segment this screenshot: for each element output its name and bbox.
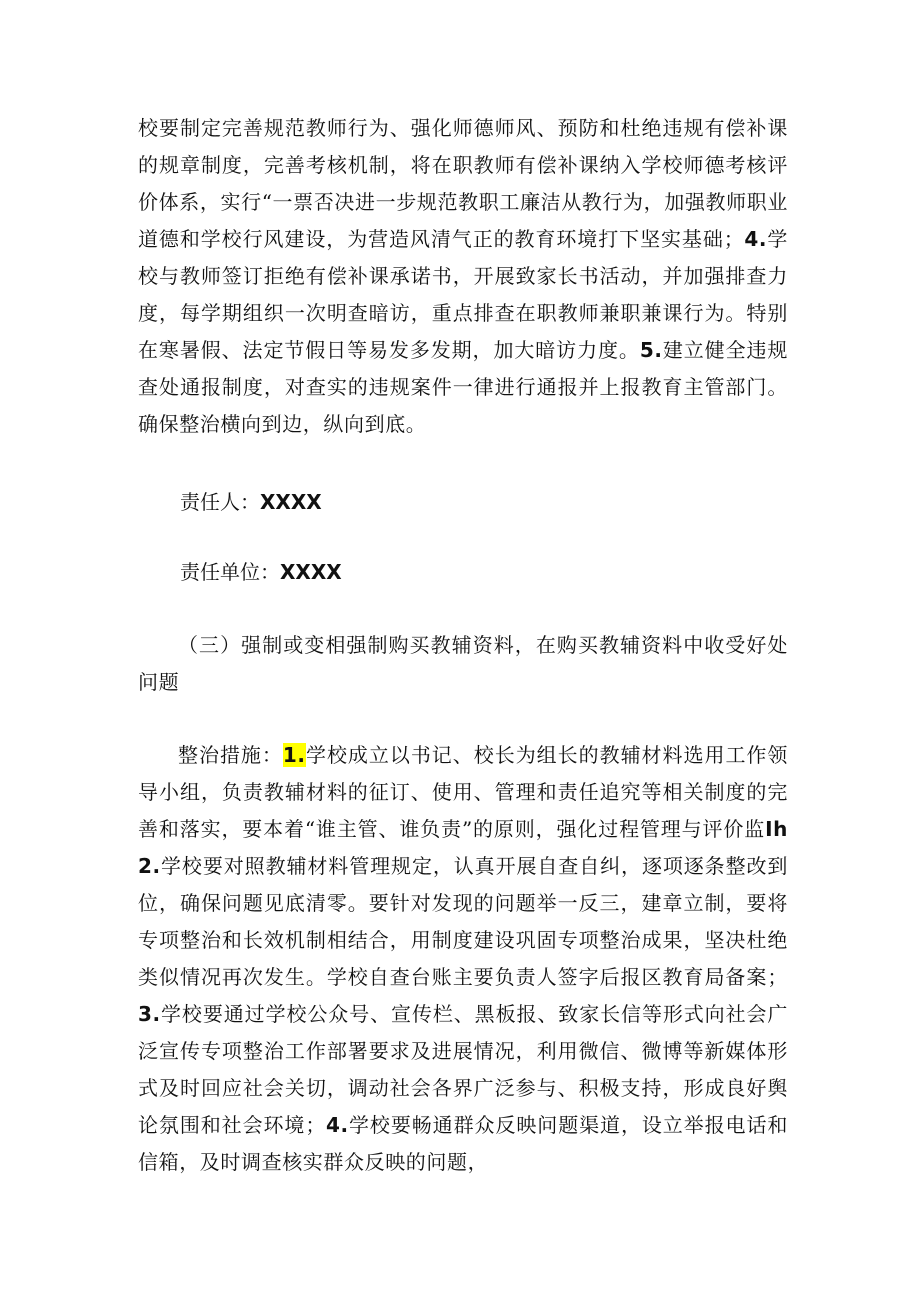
responsible-person-value: XXXX bbox=[260, 490, 322, 514]
highlighted-item-number-1: 1. bbox=[282, 743, 306, 767]
paragraph-teacher-conduct bbox=[138, 110, 788, 443]
item-number-4: 4. bbox=[744, 227, 768, 251]
responsible-person-label: 责任人： bbox=[180, 490, 260, 514]
responsible-unit bbox=[180, 557, 342, 587]
paragraph-text: 学校成立以书记、校长为组长的教辅材料选用工作领导小组，负责教辅材料的征订、使用、管理和责任追究等相关制度的完善和落实，要本着“谁主管、谁负责”的原则，强化过程管理与评价监 bbox=[138, 743, 788, 841]
responsible-unit-value: XXXX bbox=[280, 560, 342, 584]
paragraph-text: 校要制定完善规范教师行为、强化师德师风、预防和杜绝违规有偿补课的规章制度，完善考核机制，将在职教师有偿补课纳入学校师德考核评价体系，实行“一票否决进一步规范教职工廉洁从教行为，加强教师职业道德和学校行风建设，为营造风清气正的教育环境打下坚实基础； bbox=[138, 116, 788, 251]
paragraph-text: 学校与教师签订拒绝有偿补课承诺书，开展致家长书活动，并加强排查力度，每学期组织一次明查暗访，重点排查在职教师兼职兼课行为。特别在寒暑假、法定节假日等易发多发期，加大暗访力度。 bbox=[138, 227, 788, 362]
paragraph-text: 学校要畅通群众反映问题渠道，设立举报电话和信箱，及时调查核实群众反映的问题， bbox=[138, 1113, 788, 1174]
paragraph-text: 学校要对照教辅材料管理规定，认真开展自查自纠，逐项逐条整改到位，确保问题见底清零。要针对发现的问题举一反三，建章立制，要将专项整治和长效机制相结合，用制度建设巩固专项整治成果，坚决杜绝类似情况再次发生。学校自查台账主要负责人签字后报区教育局备案； bbox=[138, 854, 788, 989]
responsible-unit-label: 责任单位： bbox=[180, 560, 280, 584]
measures-label: 整治措施： bbox=[178, 743, 283, 767]
paragraph-text: 学校要通过学校公众号、宣传栏、黑板报、致家长信等形式向社会广泛宣传专项整治工作部署要求及进展情况，利用微信、微博等新媒体形式及时回应社会关切，调动社会各界广泛参与、积极支持，形成良好舆论氛围和社会环境； bbox=[138, 1002, 788, 1137]
section-title: （三）强制或变相强制购买教辅资料，在购买教辅资料中收受好处问题 bbox=[138, 633, 788, 694]
item-number-4: 4. bbox=[325, 1113, 349, 1137]
item-number-2: Ih2. bbox=[138, 817, 788, 878]
item-number-5: 5. bbox=[639, 338, 663, 362]
paragraph-measures bbox=[138, 737, 788, 1181]
responsible-person bbox=[180, 487, 322, 517]
paragraph-text: 建立健全违规查处通报制度，对查实的违规案件一律进行通报并上报教育主管部门。确保整治横向到边，纵向到底。 bbox=[138, 338, 788, 436]
item-number-3: 3. bbox=[138, 1002, 161, 1026]
